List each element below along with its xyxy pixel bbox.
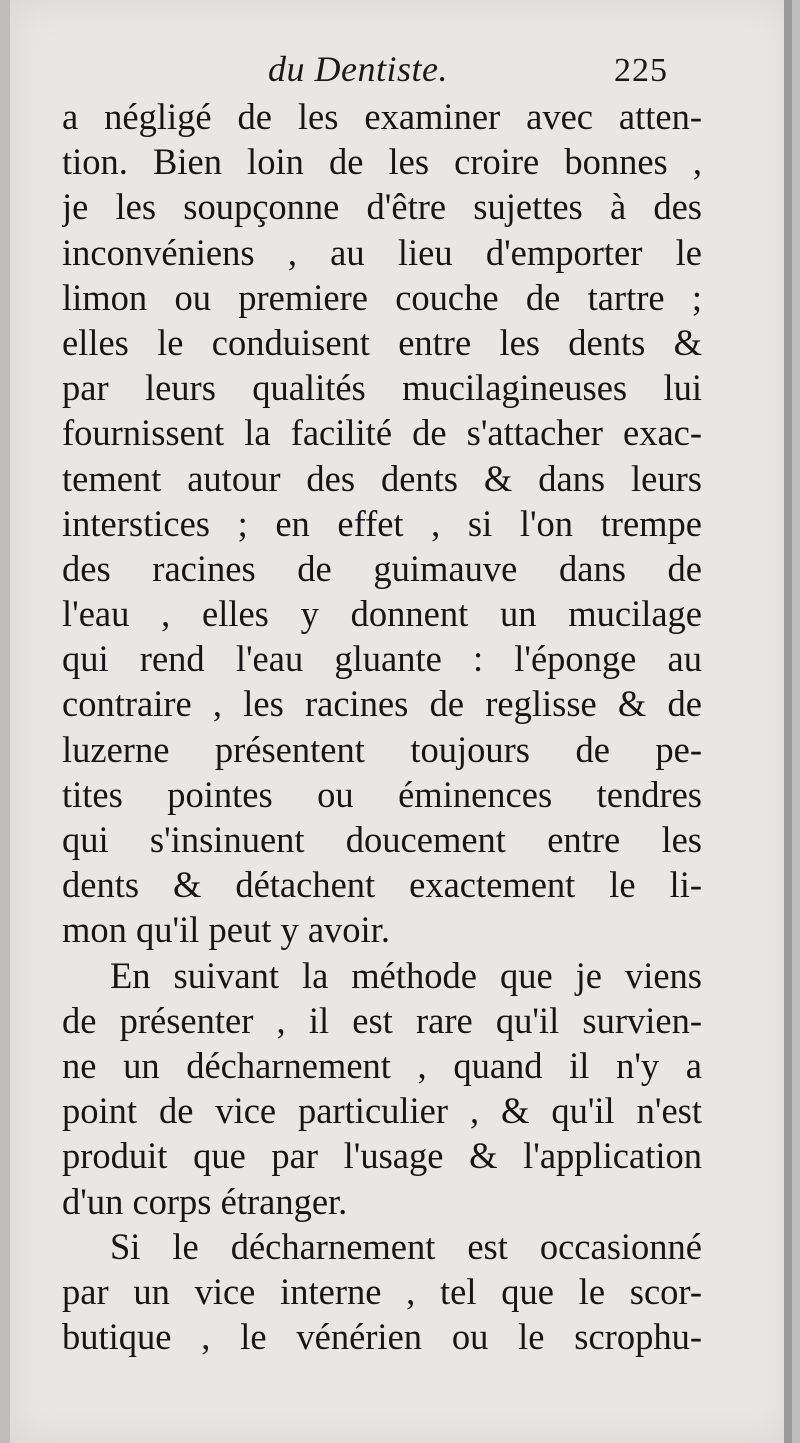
page-edge [784,0,792,1443]
text-line: ne un décharnement , quand il n'y a [62,1044,702,1086]
text-line: point de vice particulier , & qu'il n'est [62,1090,702,1132]
text-line: interstices ; en effet , si l'on trempe [62,502,702,544]
running-title: du Dentiste. [268,49,448,89]
text-line: elles le conduisent entre les dents & [62,321,702,363]
text-line: je les soupçonne d'être sujettes à des [62,186,702,228]
page-number: 225 [614,52,668,89]
text-line: a négligé de les examiner avec atten- [62,96,702,137]
text-line: l'eau , elles y donnent un mucilage [62,593,702,635]
paragraph-first-line: En suivant la méthode que je viens [110,954,702,996]
paragraph-first-line: Si le décharnement est occasionné [110,1225,702,1267]
text-line: fournissent la facilité de s'attacher exac- [62,412,702,454]
text-line: produit que par l'usage & l'application [62,1135,702,1177]
text-line: de présenter , il est rare qu'il survien- [62,999,702,1041]
text-line: qui s'insinuent doucement entre les [62,819,702,860]
text-line: mon qu'il peut y avoir. [62,909,390,951]
page-header [10,48,792,98]
text-line: inconvéniens , au lieu d'emporter le [62,231,702,273]
text-line: tites pointes ou éminences tendres [62,773,702,815]
text-line: dents & détachent exactement le li- [62,864,702,906]
text-line: qui rend l'eau gluante : l'éponge au [62,638,702,680]
text-line: tion. Bien loin de les croire bonnes , [62,141,702,183]
text-line: butique , le vénérien ou le scrophu- [62,1316,702,1358]
text-line: contraire , les racines de reglisse & de [62,683,702,725]
text-line: par un vice interne , tel que le scor- [62,1270,702,1312]
text-line: luzerne présentent toujours de pe- [62,728,702,770]
text-line: tement autour des dents & dans leurs [62,457,702,499]
text-line: par leurs qualités mucilagineuses lui [62,367,702,409]
book-page [10,0,792,1443]
text-line: d'un corps étranger. [62,1180,348,1222]
text-line: limon ou premiere couche de tartre ; [62,276,702,318]
text-line: des racines de guimauve dans de [62,547,702,589]
body-text [62,94,702,1359]
